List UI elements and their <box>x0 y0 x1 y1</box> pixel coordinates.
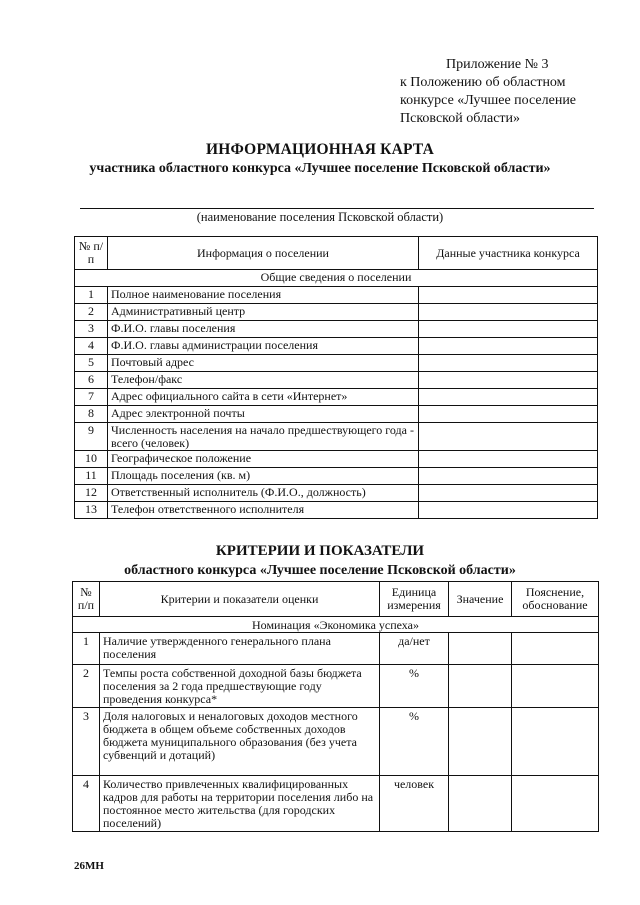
criteria-table <box>72 581 599 832</box>
card-title: ИНФОРМАЦИОННАЯ КАРТА <box>205 141 435 158</box>
row-num: 4 <box>75 338 108 355</box>
row-text: Адрес официального сайта в сети «Интернет» <box>108 389 419 406</box>
row-note-cell[interactable] <box>512 776 599 832</box>
row-data-cell[interactable] <box>419 321 598 338</box>
row-data-cell[interactable] <box>419 406 598 423</box>
row-num: 13 <box>75 502 108 519</box>
row-num: 6 <box>75 372 108 389</box>
appendix-line-3: конкурсе «Лучшее поселение <box>400 93 577 108</box>
appendix-line-4: Псковской области» <box>400 111 521 126</box>
row-num: 10 <box>75 451 108 468</box>
row-data-cell[interactable] <box>419 423 598 451</box>
table-row <box>75 406 598 423</box>
table-row <box>75 423 598 451</box>
row-text: Телефон ответственного исполнителя <box>108 502 419 519</box>
row-unit: % <box>380 665 449 708</box>
row-note-cell[interactable] <box>512 708 599 776</box>
section-general: Общие сведения о поселении <box>75 270 598 287</box>
row-value-cell[interactable] <box>449 708 512 776</box>
table-row <box>73 665 599 708</box>
table-row <box>75 355 598 372</box>
row-data-cell[interactable] <box>419 389 598 406</box>
row-text: Телефон/факс <box>108 372 419 389</box>
table-row <box>75 321 598 338</box>
card-subtitle: участника областного конкурса «Лучшее поселение Псковской области» <box>89 161 551 176</box>
row-unit: да/нет <box>380 633 449 665</box>
row-num: 1 <box>73 633 100 665</box>
criteria-subtitle: областного конкурса «Лучшее поселение Псковской области» <box>124 563 516 578</box>
appendix-line-1: Приложение № 3 <box>446 57 549 72</box>
row-value-cell[interactable] <box>449 665 512 708</box>
row-text: Ответственный исполнитель (Ф.И.О., должность) <box>108 485 419 502</box>
row-num: 2 <box>75 304 108 321</box>
row-num: 11 <box>75 468 108 485</box>
row-text: Ф.И.О. главы администрации поселения <box>108 338 419 355</box>
row-num: 8 <box>75 406 108 423</box>
row-num: 7 <box>75 389 108 406</box>
settlement-name-line <box>80 208 594 209</box>
row-num: 9 <box>75 423 108 451</box>
table-row <box>75 485 598 502</box>
row-value-cell[interactable] <box>449 633 512 665</box>
header-num: № п/п <box>73 582 100 617</box>
table-row <box>75 304 598 321</box>
header-data: Данные участника конкурса <box>419 237 598 270</box>
header-num: № п/п <box>75 237 108 270</box>
row-num: 2 <box>73 665 100 708</box>
row-data-cell[interactable] <box>419 485 598 502</box>
row-data-cell[interactable] <box>419 468 598 485</box>
row-text: Численность населения на начало предшествующего года - всего (человек) <box>108 423 419 451</box>
settlement-name-caption: (наименование поселения Псковской области) <box>196 210 444 224</box>
table-row <box>75 372 598 389</box>
criteria-title: КРИТЕРИИ И ПОКАЗАТЕЛИ <box>215 543 425 559</box>
table-row <box>75 502 598 519</box>
row-num: 5 <box>75 355 108 372</box>
row-unit: человек <box>380 776 449 832</box>
table-row <box>73 633 599 665</box>
header-note: Пояснение, обоснование <box>512 582 599 617</box>
info-card-table <box>74 236 598 519</box>
table-row <box>75 451 598 468</box>
header-unit: Единица измерения <box>380 582 449 617</box>
row-num: 1 <box>75 287 108 304</box>
row-text: Ф.И.О. главы поселения <box>108 321 419 338</box>
header-criteria: Критерии и показатели оценки <box>100 582 380 617</box>
row-text: Количество привлеченных квалифицированных кадров для работы на территории поселения либо на постоянное место жительства (для городских поселений) <box>100 776 380 832</box>
row-text: Площадь поселения (кв. м) <box>108 468 419 485</box>
row-text: Темпы роста собственной доходной базы бюджета поселения за 2 года предшествующие году проведения конкурса* <box>100 665 380 708</box>
row-data-cell[interactable] <box>419 355 598 372</box>
row-text: Географическое положение <box>108 451 419 468</box>
row-num: 3 <box>75 321 108 338</box>
header-value: Значение <box>449 582 512 617</box>
row-text: Административный центр <box>108 304 419 321</box>
row-data-cell[interactable] <box>419 338 598 355</box>
row-num: 4 <box>73 776 100 832</box>
row-data-cell[interactable] <box>419 502 598 519</box>
table-row <box>73 708 599 776</box>
nomination-row: Номинация «Экономика успеха» <box>73 617 599 633</box>
row-data-cell[interactable] <box>419 287 598 304</box>
table-row <box>73 776 599 832</box>
row-note-cell[interactable] <box>512 633 599 665</box>
appendix-block <box>400 56 610 128</box>
row-text: Полное наименование поселения <box>108 287 419 304</box>
row-data-cell[interactable] <box>419 372 598 389</box>
table-row <box>75 389 598 406</box>
row-text: Адрес электронной почты <box>108 406 419 423</box>
row-note-cell[interactable] <box>512 665 599 708</box>
row-num: 12 <box>75 485 108 502</box>
row-data-cell[interactable] <box>419 304 598 321</box>
table-row <box>75 338 598 355</box>
row-value-cell[interactable] <box>449 776 512 832</box>
table-row <box>75 468 598 485</box>
appendix-line-2: к Положению об областном <box>400 75 566 90</box>
row-text: Доля налоговых и неналоговых доходов местного бюджета в общем объеме собственных доходов бюджета муниципального образования (без учета субвенций и дотаций) <box>100 708 380 776</box>
table-row <box>75 287 598 304</box>
header-info: Информация о поселении <box>108 237 419 270</box>
row-text: Наличие утвержденного генерального плана поселения <box>100 633 380 665</box>
row-num: 3 <box>73 708 100 776</box>
row-text: Почтовый адрес <box>108 355 419 372</box>
row-unit: % <box>380 708 449 776</box>
page-footer-code: 26МН <box>74 860 104 872</box>
row-data-cell[interactable] <box>419 451 598 468</box>
